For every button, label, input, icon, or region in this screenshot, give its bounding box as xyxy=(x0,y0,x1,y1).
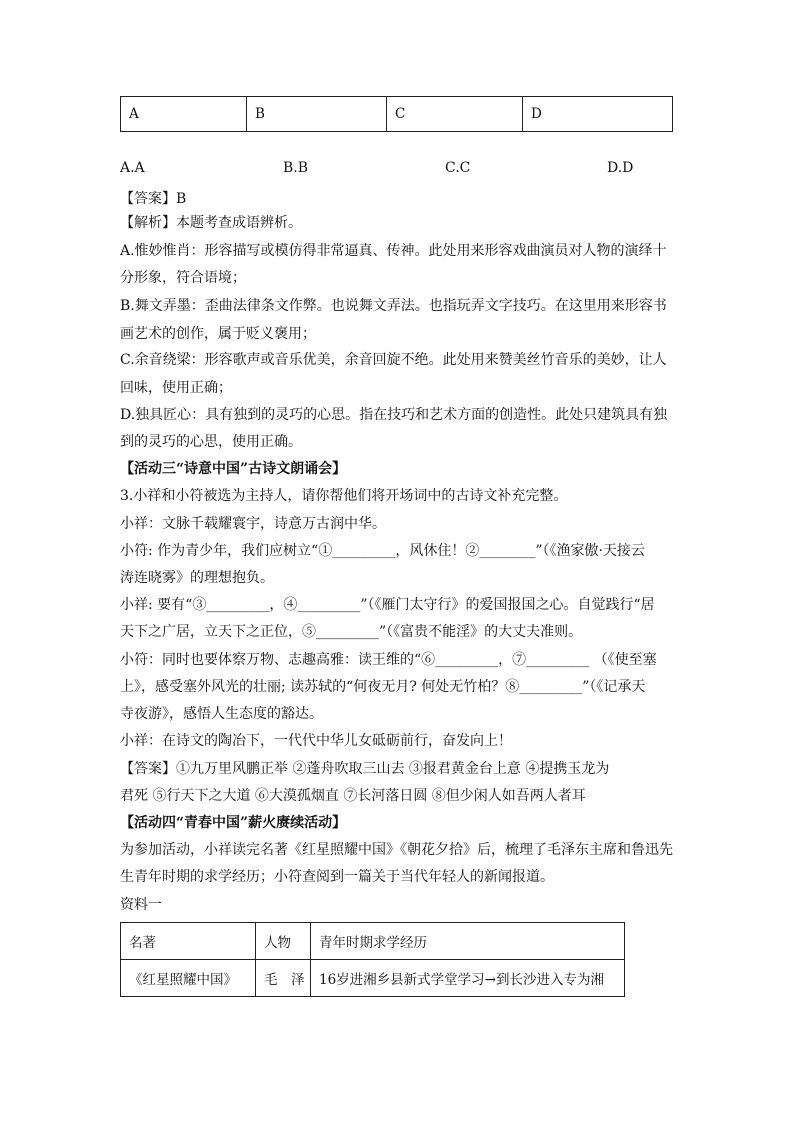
options-table-cell-d: D xyxy=(523,97,673,132)
activity4-line: 生青年时期的求学经历；小符查阅到一篇关于当代年轻人的新闻报道。 xyxy=(120,869,554,885)
activity3-line: 小祥：文脉千载耀寰宇，诗意万古润中华。 xyxy=(120,516,386,532)
choice-c: C.C xyxy=(445,160,471,176)
analysis-line: D.独具匠心：具有独到的灵巧的心思。指在技巧和艺术方面的创造性。此处只建筑具有独 xyxy=(120,407,668,423)
table-cell-book: 《红星照耀中国》 xyxy=(121,960,256,997)
activity3-line: 3.小祥和小符被选为主持人，请你帮他们将开场词中的古诗文补充完整。 xyxy=(120,488,568,504)
activity3-answer-line: 君死 ⑤行天下之大道 ⑥大漠孤烟直 ⑦长河落日圆 ⑧但少闲人如吾两人者耳 xyxy=(120,788,586,804)
activity3-line: 小符：同时也要体察万物、志趣高雅：读王维的“⑥_________，⑦_________ （《使至塞 xyxy=(120,652,657,668)
analysis-line: C.余音绕梁：形容歌声或音乐优美，余音回旋不绝。此处用来赞美丝竹音乐的美妙，让人 xyxy=(120,352,667,368)
options-table-cell-a: A xyxy=(121,97,247,132)
analysis-line: 分形象，符合语境； xyxy=(120,270,246,286)
table-cell-experience: 16岁进湘乡县新式学堂学习→到长沙进入专为湘 xyxy=(311,960,625,997)
activity3-line: 涛连晓雾》的理想抱负。 xyxy=(120,570,274,586)
material-label: 资料一 xyxy=(120,897,162,913)
analysis-heading: 【解析】本题考查成语辨析。 xyxy=(120,215,302,231)
activity3-title: 【活动三“诗意中国”古诗文朗诵会】 xyxy=(120,461,347,477)
activity3-line: 小符: 作为青少年，我们应树立“①_________，风休住！②________”（《渔家傲·天接云 xyxy=(120,543,645,559)
analysis-line: 画艺术的创作，属于贬义褒用； xyxy=(120,326,316,342)
activity3-line: 上》，感受塞外风光的壮丽; 读苏轼的“何夜无月? 何处无竹柏？⑧_________”（《记承天 xyxy=(120,679,646,695)
activity3-line: 小祥：在诗文的陶冶下，一代代中华儿女砥砺前行，奋发向上！ xyxy=(120,733,512,749)
answer-label: 【答案】B xyxy=(120,191,187,207)
analysis-line: B.舞文弄墨：歪曲法律条文作弊。也说舞文弄法。也指玩弄文字技巧。在这里用来形容书 xyxy=(120,298,667,314)
choice-d: D.D xyxy=(607,160,634,176)
table-header-book: 名著 xyxy=(121,923,256,960)
table-header-person: 人物 xyxy=(256,923,311,960)
options-table-cell-c: C xyxy=(387,97,523,132)
analysis-line: 回味，使用正确； xyxy=(120,380,232,396)
options-table-cell-b: B xyxy=(247,97,387,132)
material-table xyxy=(120,922,625,997)
activity3-line: 小祥: 要有“③_________，④_________”（《雁门太守行》的爱国报国之心。自觉践行“居 xyxy=(120,597,655,613)
choice-a: A.A xyxy=(120,160,145,176)
options-table xyxy=(120,96,673,132)
table-cell-person: 毛 泽 xyxy=(256,960,311,997)
analysis-line: 到的灵巧的心思，使用正确。 xyxy=(120,434,302,450)
activity3-line: 天下之广居，立天下之正位，⑤_________”（《富贵不能淫》的大丈夫准则。 xyxy=(120,624,583,640)
activity3-answer-line: 【答案】①九万里风鹏正举 ②蓬舟吹取三山去 ③报君黄金台上意 ④提携玉龙为 xyxy=(120,761,610,777)
analysis-line: A.惟妙惟肖：形容描写或模仿得非常逼真、传神。此处用来形容戏曲演员对人物的演绎十 xyxy=(120,243,667,259)
activity3-line: 寺夜游》，感悟人生态度的豁达。 xyxy=(120,706,323,722)
activity4-line: 为参加活动，小祥读完名著《红星照耀中国》《朝花夕拾》后，梳理了毛泽东主席和鲁迅先 xyxy=(120,842,673,858)
table-header-experience: 青年时期求学经历 xyxy=(311,923,625,960)
activity4-title: 【活动四“青春中国”薪火赓续活动】 xyxy=(120,815,347,831)
choice-b: B.B xyxy=(283,160,309,176)
